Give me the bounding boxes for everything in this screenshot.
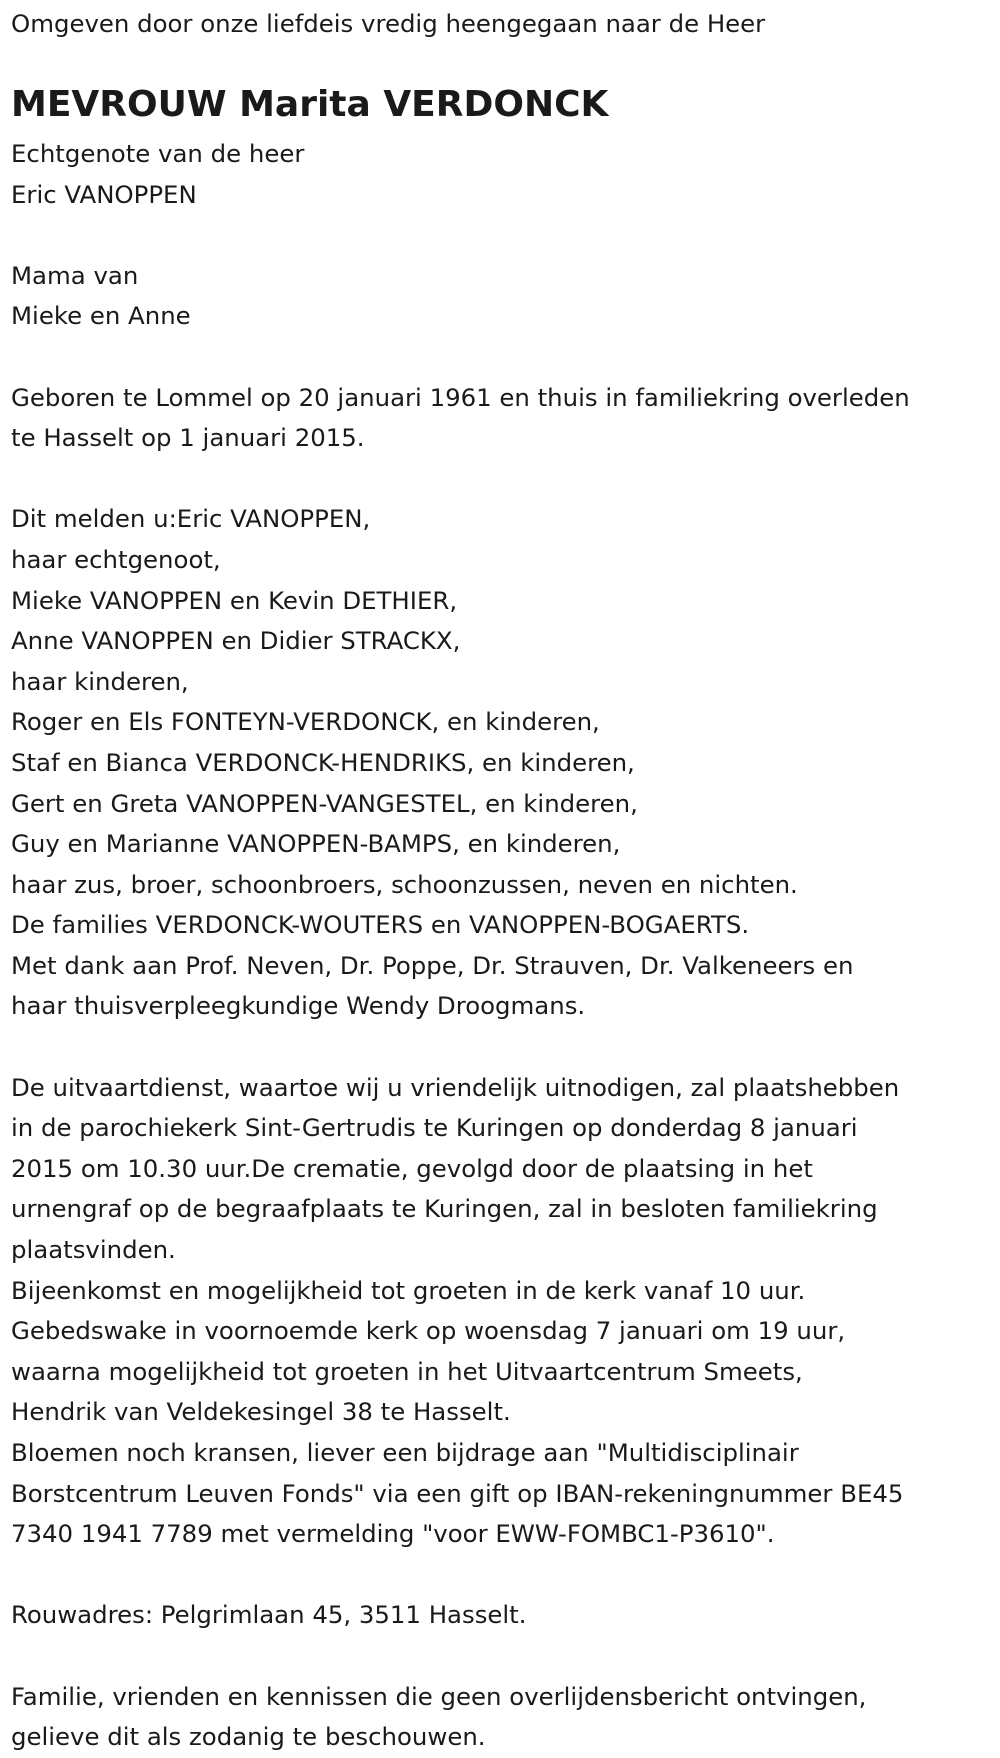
text-line: Gebedswake in voornoemde kerk op woensdag 7 januari om 19 uur,: [11, 1316, 846, 1346]
intro-line: Omgeven door onze liefdeis vredig heengegaan naar de Heer: [11, 9, 766, 38]
text-line: 7340 1941 7789 met vermelding "voor EWW-FOMBC1-P3610".: [11, 1519, 775, 1549]
text-line: Anne VANOPPEN en Didier STRACKX,: [11, 626, 461, 656]
text-line: Bloemen noch kransen, liever een bijdrage aan "Multidisciplinair: [11, 1438, 799, 1467]
deceased-name: MEVROUW Marita VERDONCK: [11, 84, 609, 125]
text-line: Staf en Bianca VERDONCK-HENDRIKS, en kinderen,: [11, 747, 635, 777]
text-line: in de parochiekerk Sint-Gertrudis te Kuringen op donderdag 8 januari: [11, 1113, 858, 1143]
text-line: Mama van: [11, 260, 139, 290]
text-line: haar thuisverpleegkundige Wendy Droogmans.: [11, 991, 586, 1021]
text-line: Hendrik van Veldekesingel 38 te Hasselt.: [11, 1397, 511, 1427]
announcers-section: [11, 499, 910, 1027]
children-section: [11, 256, 910, 337]
mourning-address: Rouwadres: Pelgrimlaan 45, 3511 Hasselt.: [11, 1600, 527, 1630]
text-line: Eric VANOPPEN: [11, 179, 197, 209]
text-line: Borstcentrum Leuven Fonds" via een gift op IBAN-rekeningnummer BE45: [11, 1478, 904, 1508]
text-line: Geboren te Lommel op 20 januari 1961 en thuis in familiekring overleden: [11, 382, 910, 412]
text-line: te Hasselt op 1 januari 2015.: [11, 423, 365, 453]
text-line: haar zus, broer, schoonbroers, schoonzussen, neven en nichten.: [11, 869, 798, 899]
text-line: waarna mogelijkheid tot groeten in het Uitvaartcentrum Smeets,: [11, 1356, 803, 1386]
text-line: De families VERDONCK-WOUTERS en VANOPPEN-BOGAERTS.: [11, 910, 750, 940]
text-line: urnengraf op de begraafplaats te Kuringen, zal in besloten familiekring: [11, 1194, 878, 1224]
text-line: haar echtgenoot,: [11, 544, 221, 574]
text-line: Bijeenkomst en mogelijkheid tot groeten in de kerk vanaf 10 uur.: [11, 1275, 806, 1305]
text-line: plaatsvinden.: [11, 1235, 176, 1265]
text-line: gelieve dit als zodanig te beschouwen.: [11, 1722, 486, 1752]
text-line: Familie, vrienden en kennissen die geen overlijdensbericht ontvingen,: [11, 1681, 867, 1711]
birth-death-section: [11, 378, 910, 459]
text-line: haar kinderen,: [11, 666, 189, 696]
address-section: [11, 1595, 910, 1636]
text-line: Dit melden u:Eric VANOPPEN,: [11, 504, 371, 534]
text-line: De uitvaartdienst, waartoe wij u vriendelijk uitnodigen, zal plaatshebben: [11, 1072, 900, 1102]
spouse-section: [11, 134, 910, 215]
text-line: Mieke en Anne: [11, 301, 191, 331]
text-line: Gert en Greta VANOPPEN-VANGESTEL, en kinderen,: [11, 788, 638, 818]
obituary-body: [11, 134, 910, 1758]
text-line: Echtgenote van de heer: [11, 139, 305, 168]
ceremony-section: [11, 1068, 910, 1555]
text-line: Roger en Els FONTEYN-VERDONCK, en kinderen,: [11, 707, 600, 737]
closing-section: [11, 1677, 910, 1758]
text-line: 2015 om 10.30 uur.De crematie, gevolgd door de plaatsing in het: [11, 1153, 813, 1183]
text-line: Mieke VANOPPEN en Kevin DETHIER,: [11, 585, 458, 615]
text-line: Guy en Marianne VANOPPEN-BAMPS, en kinderen,: [11, 829, 621, 859]
text-line: Met dank aan Prof. Neven, Dr. Poppe, Dr. Strauven, Dr. Valkeneers en: [11, 950, 854, 980]
